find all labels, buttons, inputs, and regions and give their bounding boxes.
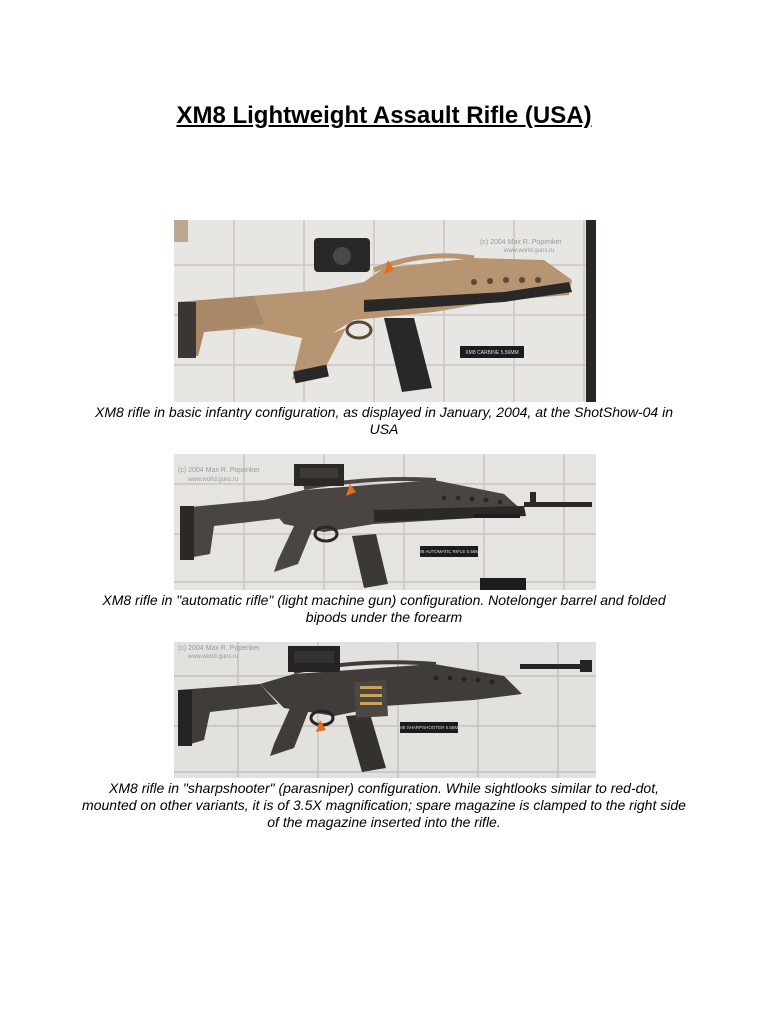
figure-caption-1: XM8 rifle in basic infantry configuration, as displayed in January, 2004, at the ShotShow-04 in USA xyxy=(95,404,673,437)
figure-caption-3: XM8 rifle in "sharpshooter" (parasniper) configuration. While sightlooks similar to red-dot, mounted on other variants, it is of 3.5X magnification; spare magazine is clamped to the right side of the magazine inserted into the rifle. xyxy=(82,780,686,830)
rifle-photo-basic-infantry xyxy=(174,220,596,402)
placard-text: XM8 SHARPSHOOTER 5.56MM xyxy=(396,725,462,730)
rifle-photo-sharpshooter xyxy=(174,642,596,778)
watermark-text: (c) 2004 Max R. Popenker xyxy=(480,239,562,246)
watermark-text: (c) 2004 Max R. Popenker xyxy=(178,467,260,474)
placard-text: XM8 CARBINE 5.56MM xyxy=(465,350,519,356)
placard-text: XM8 AUTOMATIC RIFLE 5.56MM xyxy=(415,549,483,554)
watermark-url: www.world.guns.ru xyxy=(504,248,555,254)
rifle-photo-image xyxy=(174,220,596,402)
watermark-url: www.world.guns.ru xyxy=(188,654,239,660)
rifle-photo-automatic-rifle xyxy=(174,454,596,590)
watermark-text: (c) 2004 Max R. Popenker xyxy=(178,645,260,652)
page-title: XM8 Lightweight Assault Rifle (USA) xyxy=(176,102,592,129)
figure-caption-2: XM8 rifle in "automatic rifle" (light machine gun) configuration. Notelonger barrel and folded bipods under the forearm xyxy=(102,592,666,625)
watermark-url: www.world.guns.ru xyxy=(188,477,239,483)
rifle-photo-image xyxy=(174,454,596,590)
rifle-photo-image xyxy=(174,642,596,778)
